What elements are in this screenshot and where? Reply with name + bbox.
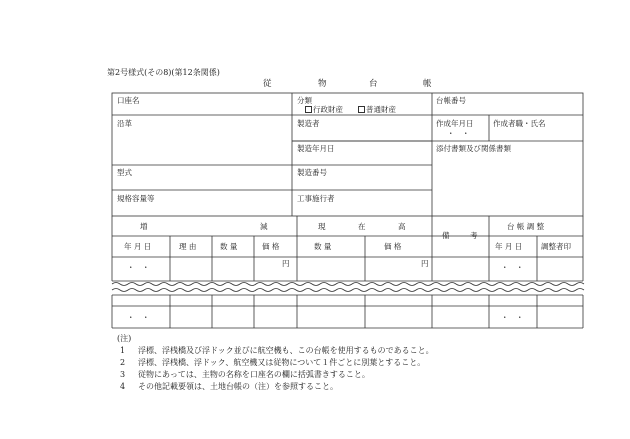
current-header-2: 在 [358,222,366,231]
row1-date-dots: ・ ・ [127,263,150,272]
account-name-label: 口座名 [117,96,140,105]
general-property-label: 普通財産 [366,105,396,114]
col-reason: 理 由 [179,242,197,251]
general-checkbox[interactable] [358,106,365,113]
current-header-1: 現 [318,222,326,231]
admin-property-label: 行政財産 [313,105,343,114]
col-date: 年 月 日 [124,242,152,251]
serial-number-label: 製造番号 [297,168,327,177]
title-char-2: 物 [318,79,327,89]
col-date2: 年 月 日 [495,242,523,251]
note-item: 4 その他記載要領は、土地台帳の（注）を参照すること。 [120,382,338,391]
row1-date2-dots: ・ ・ [501,263,524,272]
created-date-label: 作成年月日 [436,119,474,128]
general-property-option[interactable] [358,106,396,114]
notes-heading: (注) [117,334,132,343]
created-date-dots: ・ ・ [447,129,470,138]
classification-label: 分類 [297,96,312,105]
decrease-header: 減 [260,222,268,231]
remarks-header-2: 考 [470,231,478,240]
attachments-label: 添付書類及び関係書類 [436,144,511,153]
row1-yen: 円 [282,259,290,268]
remarks-header-1: 備 [442,231,450,240]
form-number: 第2号様式(その8)(第12条関係) [107,68,220,77]
admin-checkbox[interactable] [305,106,312,113]
capacity-label: 規格容量等 [117,194,155,203]
col-price: 価 格 [262,242,280,251]
note-item: 3 従物にあっては、主物の名称を口座名の欄に括弧書きすること。 [120,370,370,379]
note-item: 2 浮標、浮桟橋、浮ドック、航空機又は従物について１件ごとに別葉とすること。 [120,358,426,367]
current-header-3: 高 [398,222,406,231]
row1-yen2: 円 [421,259,429,268]
admin-property-option[interactable] [305,106,343,114]
col-price2: 価 格 [384,242,402,251]
manufacturer-label: 製造者 [297,119,320,128]
model-label: 型式 [117,168,132,177]
title-char-4: 帳 [423,79,432,89]
title-char-3: 台 [369,79,378,89]
creator-label: 作成者職・氏名 [493,119,546,128]
col-qty2: 数 量 [314,242,332,251]
note-item: 1 浮標、浮桟橋及び浮ドック並びに航空機も、この台帳を使用するものであること。 [120,346,434,355]
rowN-date-dots: ・ ・ [127,313,150,322]
mfg-date-label: 製造年月日 [297,144,335,153]
increase-header: 増 [140,222,148,231]
contractor-label: 工事施行者 [297,194,335,203]
history-label: 沿革 [117,119,132,128]
adjust-header: 台 帳 調 整 [507,222,545,231]
col-seal: 調整者印 [541,242,571,251]
ledger-number-label: 台帳番号 [436,96,466,105]
col-qty: 数 量 [220,242,238,251]
title-char-1: 従 [263,79,272,89]
rowN-date2-dots: ・ ・ [501,313,524,322]
